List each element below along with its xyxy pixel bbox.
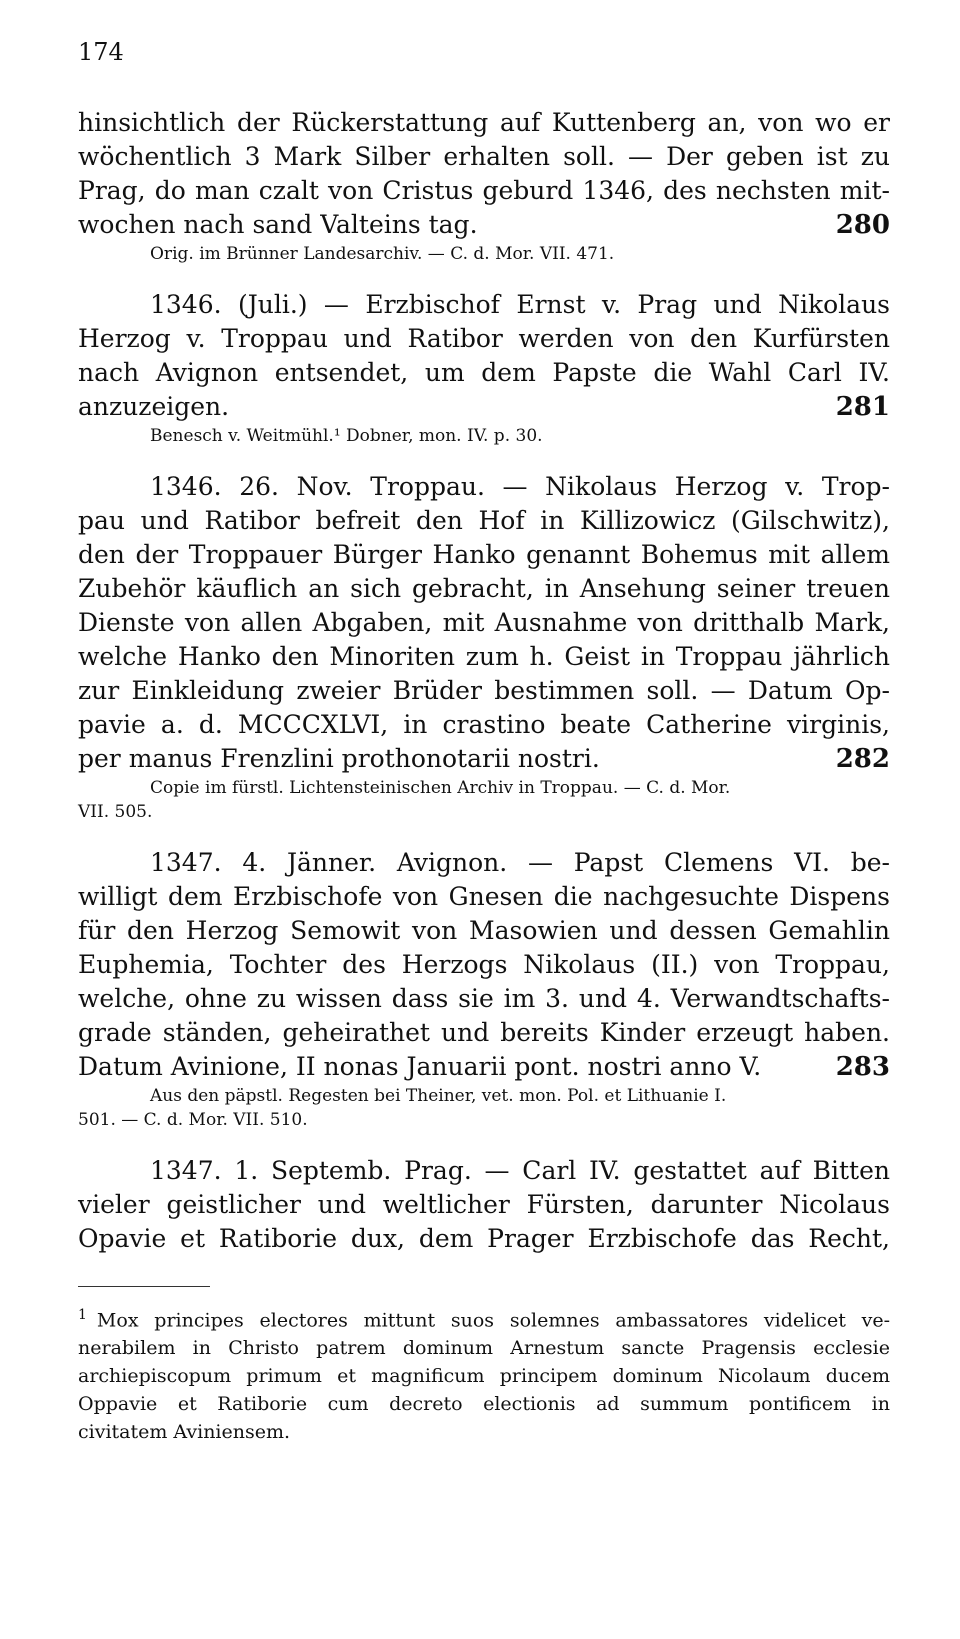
text-line-content: wochen nach sand Valteins tag. [78, 210, 478, 239]
text-line: Herzog v. Troppau und Ratibor werden von den Kurfürsten [78, 324, 890, 353]
text-line: pau und Ratibor befreit den Hof in Killizowicz (Gilschwitz), [78, 506, 890, 535]
text-line: 1347. 4. Jänner. Avignon. — Papst Clemens VI. be- [150, 848, 890, 877]
text-line-content: per manus Frenzlini prothonotarii nostri. [78, 744, 600, 773]
text-line: den der Troppauer Bürger Hanko genannt Bohemus mit allem [78, 540, 890, 569]
entry-number: 283 [835, 1052, 890, 1082]
text-line: 1346. (Juli.) — Erzbischof Ernst v. Prag und Nikolaus [150, 290, 890, 319]
page-number: 174 [78, 38, 124, 66]
footnote-divider [78, 1286, 210, 1287]
text-line: Euphemia, Tochter des Herzogs Nikolaus (II.) von Troppau, [78, 950, 890, 979]
text-line-last [78, 1050, 890, 1084]
text-line: Dienste von allen Abgaben, mit Ausnahme von dritthalb Mark, [78, 608, 890, 637]
entry-283 [78, 846, 890, 1132]
footnote-mark: 1 [78, 1307, 87, 1323]
text-line: 1347. 1. Septemb. Prag. — Carl IV. gestattet auf Bitten [150, 1156, 890, 1185]
source-note: Copie im fürstl. Lichtensteinischen Archiv in Troppau. — C. d. Mor. [150, 778, 731, 798]
footnote-line [78, 1301, 890, 1334]
footnote-line: nerabilem in Christo patrem dominum Arnestum sancte Pragensis ecclesie [78, 1337, 890, 1360]
text-line: vieler geistlicher und weltlicher Fürsten, darunter Nicolaus [78, 1190, 890, 1219]
text-line: willigt dem Erzbischofe von Gnesen die nachgesuchte Dispens [78, 882, 890, 911]
text-line: pavie a. d. MCCCXLVI, in crastino beate Catherine virginis, [78, 710, 890, 739]
footnote-text: Mox principes electores mittunt suos solemnes ambassatores videlicet ve- [96, 1309, 890, 1332]
text-line: nach Avignon entsendet, um dem Papste die Wahl Carl IV. [78, 358, 890, 387]
entry-280 [78, 106, 890, 266]
entry-281 [78, 288, 890, 448]
footnote [78, 1301, 890, 1446]
entry-number: 280 [835, 210, 890, 240]
text-line: hinsichtlich der Rückerstattung auf Kuttenberg an, von wo er [78, 108, 890, 137]
source-note: 501. — C. d. Mor. VII. 510. [78, 1110, 308, 1130]
text-line: grade ständen, geheirathet und bereits Kinder erzeugt haben. [78, 1018, 890, 1047]
text-line: Zubehör käuflich an sich gebracht, in Ansehung seiner treuen [78, 574, 890, 603]
text-line-content: Datum Avinione, II nonas Januarii pont. nostri anno V. [78, 1052, 762, 1081]
text-line: für den Herzog Semowit von Masowien und dessen Gemahlin [78, 916, 890, 945]
text-line: Prag, do man czalt von Cristus geburd 1346, des nechsten mit- [78, 176, 890, 205]
text-line-last [78, 742, 890, 776]
text-line-last [78, 208, 890, 242]
entry-number: 281 [835, 392, 890, 422]
footnote-line: Oppavie et Ratiborie cum decreto electionis ad summum pontificem in [78, 1393, 890, 1416]
document-page [78, 40, 890, 1446]
text-line: 1346. 26. Nov. Troppau. — Nikolaus Herzog v. Trop- [150, 472, 890, 501]
source-note: Orig. im Brünner Landesarchiv. — C. d. Mor. VII. 471. [150, 244, 615, 264]
text-line: welche, ohne zu wissen dass sie im 3. und 4. Verwandtschafts- [78, 984, 890, 1013]
footnote-line: civitatem Aviniensem. [78, 1421, 291, 1444]
entry-number: 282 [835, 744, 890, 774]
text-line: welche Hanko den Minoriten zum h. Geist in Troppau jährlich [78, 642, 890, 671]
text-line: wöchentlich 3 Mark Silber erhalten soll. — Der geben ist zu [78, 142, 890, 171]
footnote-line: archiepiscopum primum et magnificum principem dominum Nicolaum ducem [78, 1365, 890, 1388]
source-note: Benesch v. Weitmühl.¹ Dobner, mon. IV. p. 30. [150, 426, 543, 446]
entry-282 [78, 470, 890, 824]
text-line: zur Einkleidung zweier Brüder bestimmen soll. — Datum Op- [78, 676, 890, 705]
text-line-last [78, 390, 890, 424]
text-line-content: anzuzeigen. [78, 392, 230, 421]
source-note: Aus den päpstl. Regesten bei Theiner, vet. mon. Pol. et Lithuanie I. [150, 1086, 727, 1106]
entry-continuing [78, 1154, 890, 1256]
source-note: VII. 505. [78, 802, 153, 822]
text-line: Opavie et Ratiborie dux, dem Prager Erzbischofe das Recht, [78, 1224, 890, 1253]
